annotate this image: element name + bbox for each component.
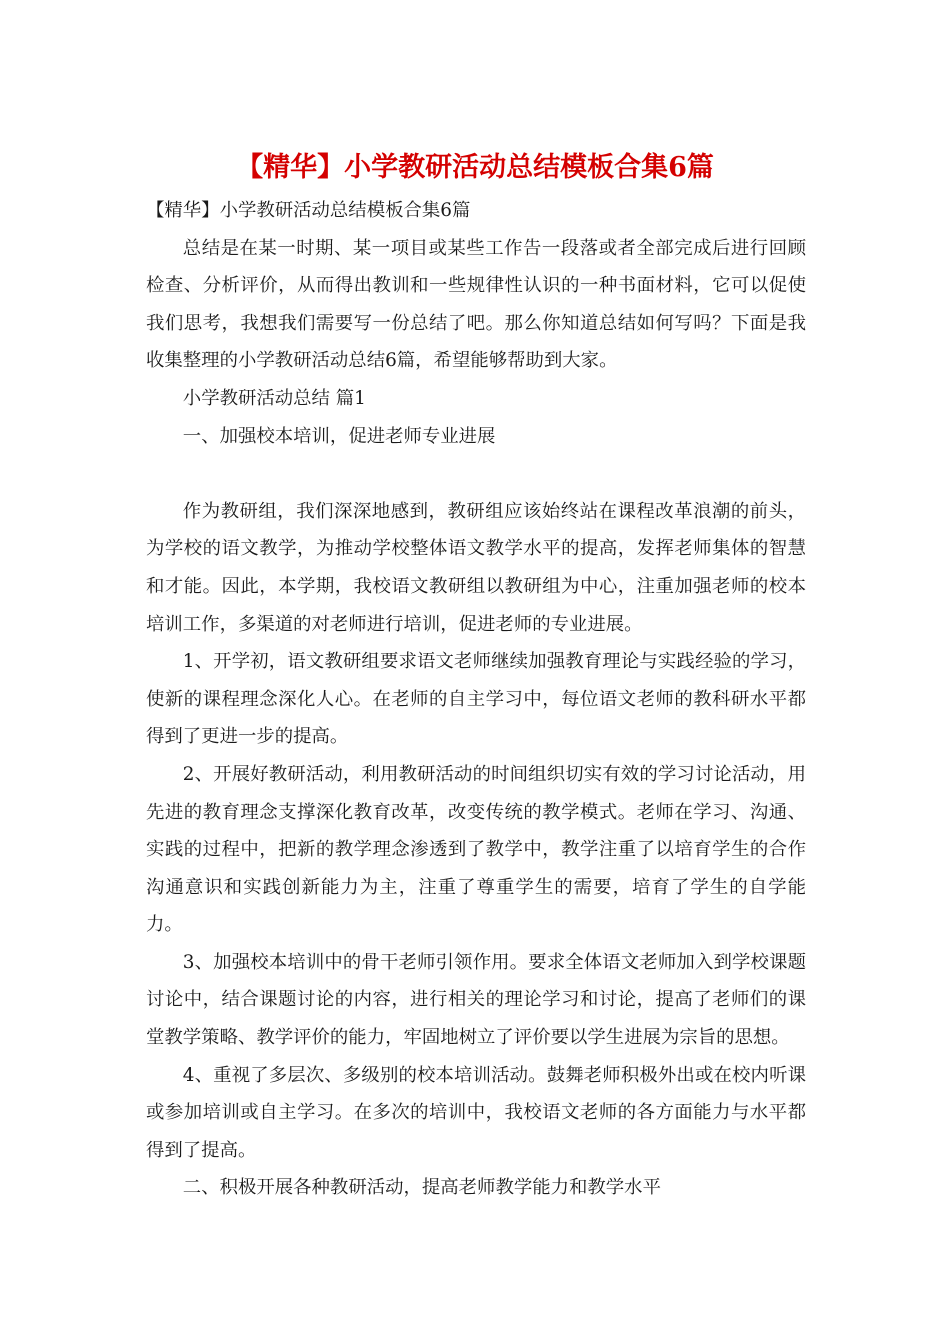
blank-line xyxy=(146,455,806,493)
document-title: 【精华】小学教研活动总结模板合集6篇 xyxy=(236,152,714,183)
section-title: 小学教研活动总结 篇1 xyxy=(182,387,366,409)
list-item-3: 3、加强校本培训中的骨干老师引领作用。要求全体语文老师加入到学校课题讨论中，结合课题讨论的内容，进行相关的理论学习和讨论，提高了老师们的课堂教学策略、教学评价的能力，牢固地树立了评价要以学生进展为宗旨的思想。 xyxy=(146,951,806,1049)
heading-two: 二、积极开展各种教研活动，提高老师教学能力和教学水平 xyxy=(182,1177,661,1199)
intro-paragraph: 总结是在某一时期、某一项目或某些工作告一段落或者全部完成后进行回顾检查、分析评价，从而得出教训和一些规律性认识的一种书面材料，它可以促使我们思考，我想我们需要写一份总结了吧。那么你知道总结如何写吗？下面是我收集整理的小学教研活动总结6篇，希望能够帮助到大家。 xyxy=(146,237,806,372)
list-item-2: 2、开展好教研活动，利用教研活动的时间组织切实有效的学习讨论活动，用先进的教育理念支撑深化教育改革，改变传统的教学模式。老师在学习、沟通、实践的过程中，把新的教学理念渗透到了教学中，教学注重了以培育学生的合作沟通意识和实践创新能力为主，注重了尊重学生的需要，培育了学生的自学能力。 xyxy=(146,763,806,936)
paragraph-one: 作为教研组，我们深深地感到，教研组应该始终站在课程改革浪潮的前头，为学校的语文教学，为推动学校整体语文教学水平的提高，发挥老师集体的智慧和才能。因此，本学期，我校语文教研组以教研组为中心，注重加强老师的校本培训工作，多渠道的对老师进行培训，促进老师的专业进展。 xyxy=(146,500,806,635)
list-item-1: 1、开学初，语文教研组要求语文老师继续加强教育理论与实践经验的学习，使新的课程理念深化人心。在老师的自主学习中，每位语文老师的教科研水平都得到了更进一步的提高。 xyxy=(146,651,806,748)
document-subtitle: 【精华】小学教研活动总结模板合集6篇 xyxy=(146,200,471,221)
list-item-4: 4、重视了多层次、多级别的校本培训活动。鼓舞老师积极外出或在校内听课或参加培训或自主学习。在多次的培训中，我校语文老师的各方面能力与水平都得到了提高。 xyxy=(146,1064,806,1161)
heading-one: 一、加强校本培训，促进老师专业进展 xyxy=(182,425,496,447)
document-body xyxy=(146,192,806,1207)
